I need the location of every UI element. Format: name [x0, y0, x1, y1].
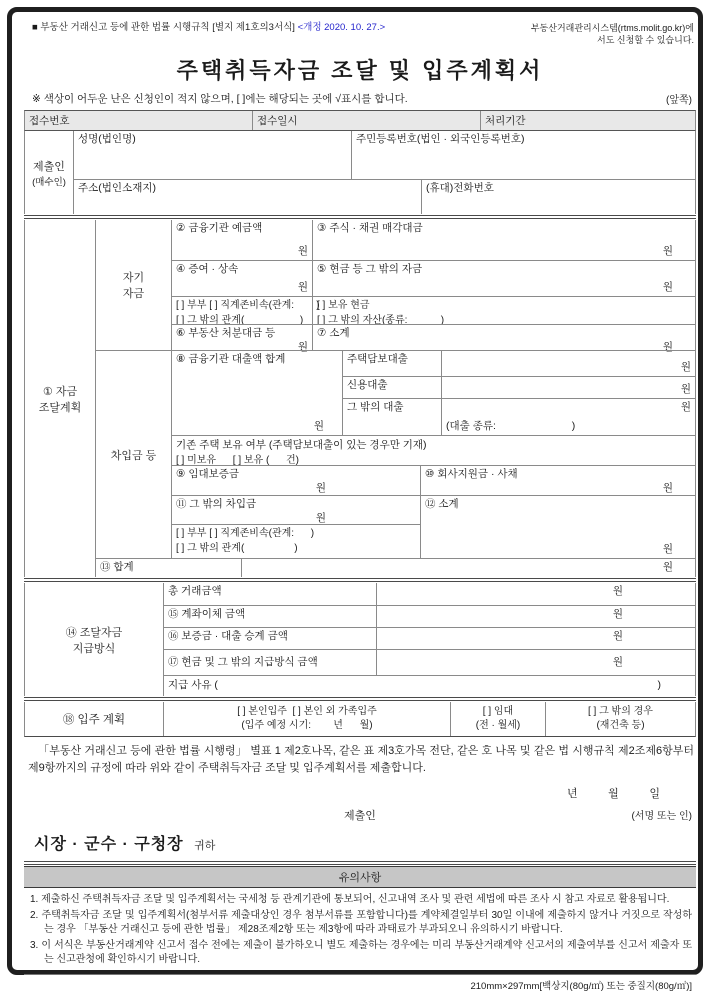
loan-type-note[interactable]: (대출 종류: ): [446, 419, 576, 432]
cash-other-cell: ⑤ 현금 등 그 밖의 자금 원: [312, 261, 695, 296]
gift-relation-checkboxes[interactable]: [ ] 부부 [ ] 직계존비속(관계: ) [ ] 그 밖의 관계( ): [176, 300, 320, 326]
notice-item: 1. 제출하신 주택취득자금 조달 및 입주계획서는 국세청 등 관계기관에 통보되어, 신고내역 조사 및 관련 세법에 따른 조사 시 참고 자료로 활용됩니다.: [30, 894, 670, 906]
won-unit: 원: [662, 244, 673, 257]
occupancy-label: ⑱ 입주 계획: [62, 714, 126, 727]
holding-type-checkboxes[interactable]: [ ] 보유 현금 [ ] 그 밖의 자산(종류: ): [312, 297, 695, 324]
portal-note: 부동산거래관리시스템(rtms.molit.go.kr)에 서도 신청할 수 있습니다.: [530, 23, 694, 46]
occupancy-plan-row: [24, 702, 696, 737]
credit-loan-label: 신용대출: [347, 379, 388, 392]
won-unit: 원: [297, 244, 308, 257]
page-title: 주택취득자금 조달 및 입주계획서: [176, 58, 544, 84]
funding-plan-table: [24, 220, 696, 577]
notice-list: [24, 888, 696, 974]
borrowed-subtotal-cell: ⑫ 소계 원: [420, 496, 695, 558]
bank-loan-total-cell: ⑧ 금융기관 대출액 합계 원: [172, 351, 342, 435]
total-amount-label: 총 거래금액: [168, 585, 222, 598]
won-unit: 원: [315, 481, 326, 494]
other-loan-amount: [441, 399, 695, 435]
won-unit: 원: [297, 340, 308, 353]
won-unit: 원: [612, 608, 623, 621]
occupancy-other-option[interactable]: [ ] 그 밖의 경우 (재건축 등): [545, 702, 695, 736]
other-borrowing-cell: ⑪ 그 밖의 차입금 원: [172, 496, 420, 524]
address-field[interactable]: 주소(법인소재지): [78, 182, 156, 195]
section-separator: [24, 215, 696, 219]
won-unit: 원: [662, 340, 673, 353]
other-loan-label: 그 밖의 대출: [347, 401, 404, 414]
total-amount-value: [376, 583, 695, 605]
company-loan-cell: ⑩ 회사지원금 · 사채 원: [420, 466, 695, 495]
notice-item: 2. 주택취득자금 조달 및 입주계획서(첨부서류 제출대상인 경우 첨부서류를 포함합니다)를 계약체결일부터 30일 이내에 제출하지 않거나 거짓으로 작성하는 경우 「부동산 거래신고 등에 관한 법률」 제28조제2항 또는 제3항에 따라 과태료가 부과되오니 유의하시기 바랍니다.: [30, 910, 692, 936]
submitter-section: [24, 131, 696, 214]
transfer-amount-label: ⑮ 계좌이체 금액: [168, 608, 246, 621]
processing-period-header: 처리기간: [480, 111, 695, 130]
form-reference: ■ 부동산 거래신고 등에 관한 법률 시행규칙 [별지 제1호의3서식] <개정 2020. 10. 27.>: [32, 22, 386, 33]
name-field[interactable]: 성명(법인명): [78, 133, 136, 146]
section-separator: [24, 697, 696, 701]
occupancy-self-option[interactable]: [ ] 본인입주 [ ] 본인 외 가족입주 (입주 예정 시기: 년 월): [163, 702, 450, 736]
section-separator: [24, 861, 696, 865]
recipient-line: [24, 827, 696, 860]
borrowed-funds-label: 차입금 등: [110, 449, 157, 462]
receipt-row: [24, 110, 696, 131]
mortgage-loan-label: 주택담보대출: [347, 353, 408, 366]
funding-plan-section-label: ① 자금 조달계획: [38, 385, 82, 414]
won-unit: 원: [662, 481, 673, 494]
won-unit: 원: [612, 630, 623, 643]
won-unit: 원: [313, 419, 324, 432]
mortgage-loan-amount: [441, 351, 695, 376]
assumed-amount-value: [376, 628, 695, 649]
won-unit: 원: [680, 401, 691, 414]
paper-spec: 210mm×297mm[백상지(80g/㎡) 또는 중질지(80g/㎡)]: [24, 974, 696, 992]
submitter-signature-line: [24, 807, 696, 827]
declaration-text: 「부동산 거래신고 등에 관한 법률 시행령」 별표 1 제2호나목, 같은 표 제3호가목 전단, 같은 호 나목 및 같은 법 시행규칙 제2조제6항부터 제9항까지의 규정에 따라 위와 같이 주택취득자금 조달 및 입주계획서를 제출합니다.: [28, 745, 694, 775]
phone-field[interactable]: (휴대)전화번호: [421, 180, 695, 214]
page-side-label: (앞쪽): [666, 95, 692, 107]
won-unit: 원: [680, 360, 691, 373]
date-line: 년 월 일: [566, 788, 660, 801]
assumed-amount-label: ⑯ 보증금 · 대출 승계 금액: [168, 630, 288, 643]
won-unit: 원: [662, 280, 673, 293]
revision-note: <개정 2020. 10. 27.>: [297, 22, 386, 33]
funding-total-row: [96, 558, 695, 577]
won-unit: 원: [315, 511, 326, 524]
borrow-relation-checkboxes[interactable]: [ ] 부부 [ ] 직계존비속(관계: ) [ ] 그 밖의 관계( ): [172, 524, 420, 558]
recipient-suffix: 귀하: [194, 840, 216, 853]
existing-home-row[interactable]: 기존 주택 보유 여부 (주택담보대출이 있는 경우만 기재) [ ] 미보유 [ ] 보유 ( 건): [172, 435, 695, 465]
funding-total-label: ⑬ 합계: [100, 561, 134, 574]
section-separator: [24, 578, 696, 582]
won-unit: 원: [662, 542, 673, 555]
signature-note: (서명 또는 인): [631, 811, 692, 823]
payment-reason-row[interactable]: 지급 사유 ( ): [168, 679, 661, 692]
recipient-title: 시장 · 군수 · 구청장: [34, 836, 184, 854]
payment-method-label: ⑭ 조달자금 지급방식: [65, 626, 123, 655]
won-unit: 원: [297, 280, 308, 293]
borrowed-funds-group: [96, 350, 695, 558]
property-sale-cell: ⑥ 부동산 처분대금 등 원: [176, 327, 308, 353]
deposit-amount-cell: ② 금융기관 예금액 원: [176, 222, 308, 257]
self-funds-label: 자기 자금: [122, 272, 145, 301]
rental-deposit-cell: ⑨ 임대보증금 원: [172, 466, 420, 495]
won-unit: 원: [662, 561, 673, 574]
form-header: [24, 20, 696, 46]
cash-amount-label: ⑰ 현금 및 그 밖의 지급방식 금액: [168, 655, 318, 668]
notice-header: 유의사항: [24, 866, 696, 888]
submitter-word: 제출인: [344, 810, 376, 823]
receipt-datetime-header: 접수일시: [252, 111, 480, 130]
receipt-number-header: 접수번호: [29, 115, 70, 128]
submitter-label: 제출인 (매수인): [32, 160, 66, 188]
transfer-amount-value: [376, 606, 695, 627]
payment-method-section: [24, 583, 696, 696]
stock-sale-cell: ③ 주식 · 채권 매각대금 원: [312, 220, 695, 260]
notice-item: 3. 이 서식은 부동산거래계약 신고서 접수 전에는 제출이 불가하오니 별도 제출하는 경우에는 미리 부동산거래계약 신고서의 제출여부를 신고서 제출자 또는 신고관청에 확인하시기 바랍니다.: [30, 940, 692, 966]
won-unit: 원: [612, 655, 623, 668]
fill-instruction: ※ 색상이 어두운 난은 신청인이 적지 않으며, [ ]에는 해당되는 곳에 √표시를 합니다.: [32, 93, 408, 106]
cash-amount-value: [376, 650, 695, 675]
self-subtotal-cell: ⑦ 소계 원: [312, 325, 695, 350]
occupancy-rental-option[interactable]: [ ] 임대 (전 · 월세): [450, 702, 545, 736]
self-funds-group: [96, 220, 695, 353]
credit-loan-amount: [441, 377, 695, 398]
gift-inheritance-cell: ④ 증여 · 상속 원: [176, 263, 308, 293]
won-unit: 원: [612, 585, 623, 598]
funding-total-amount: [241, 559, 695, 577]
id-number-field[interactable]: 주민등록번호(법인 · 외국인등록번호): [351, 131, 695, 179]
won-unit: 원: [680, 382, 691, 395]
